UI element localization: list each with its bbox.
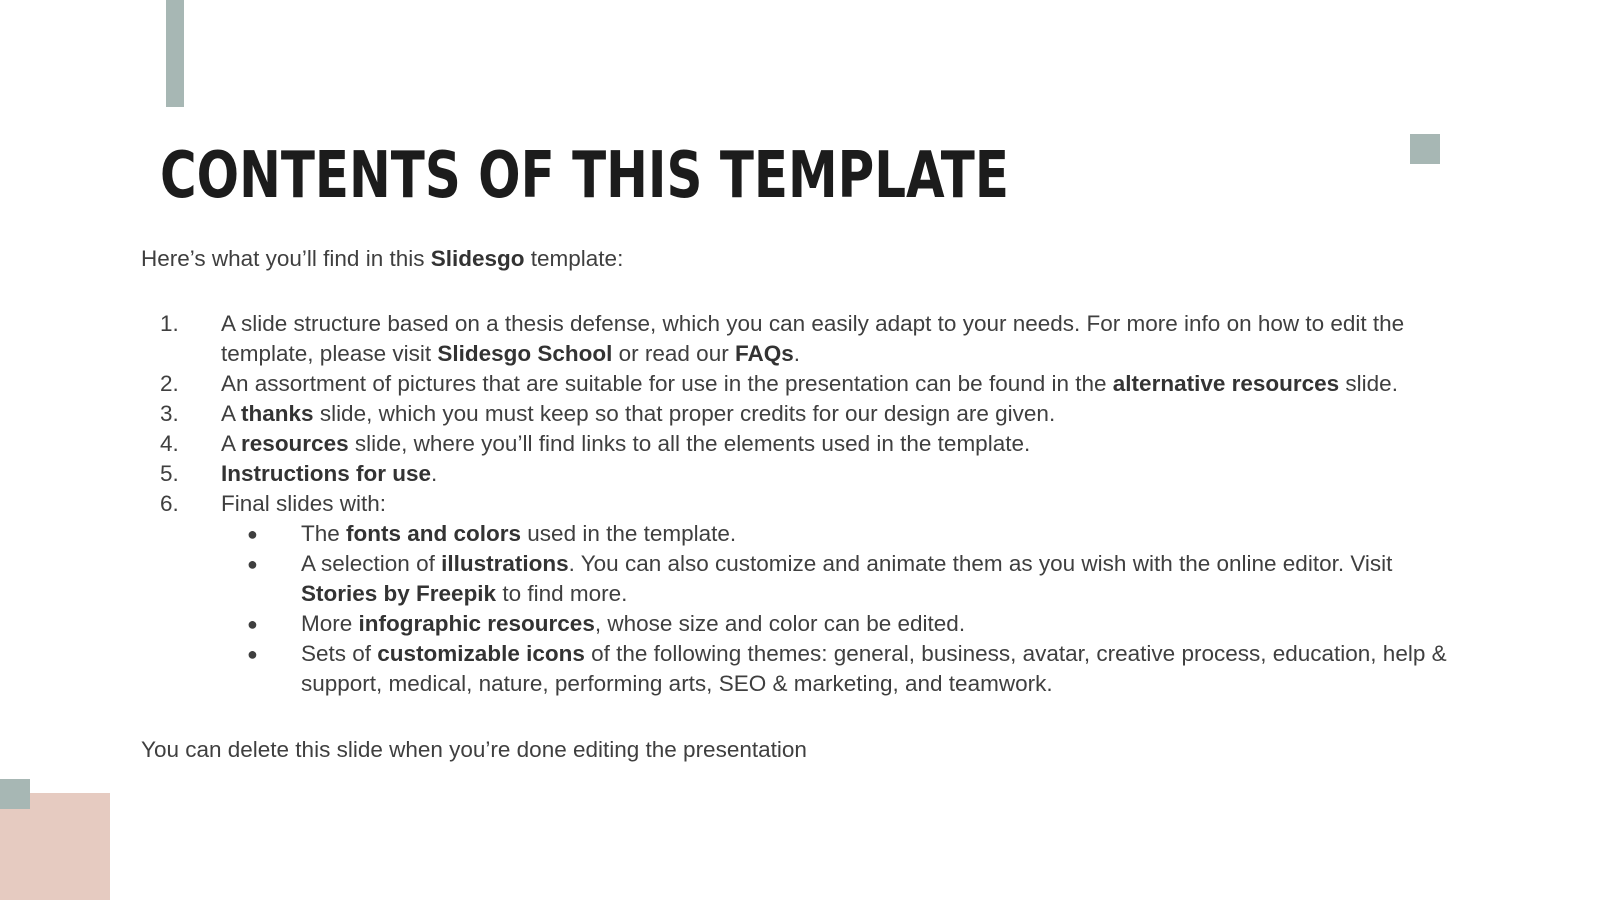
list-number: 6. — [160, 491, 179, 516]
sublist-text: . You can also customize and animate them as you wish with the online editor. Visit — [568, 551, 1393, 576]
sublist-bold-text: fonts and colors — [346, 521, 522, 546]
intro-text-part: Here’s what you’ll find in this — [141, 246, 431, 271]
list-text: An assortment of pictures that are suitable for use in the presentation can be found in the — [221, 371, 1113, 396]
list-number: 1. — [160, 311, 179, 336]
list-bold-text: FAQs — [734, 341, 794, 366]
slide-content — [141, 244, 1471, 765]
sublist-text: used in the template. — [521, 521, 737, 546]
decorative-bottom-square — [0, 779, 30, 809]
list-text: or read our — [612, 341, 735, 366]
list-number: 2. — [160, 371, 179, 396]
sublist-item — [141, 549, 1471, 609]
list-text: slide, which you must keep so that proper credits for our design are given. — [313, 401, 1056, 426]
contents-list — [141, 309, 1471, 519]
list-text: slide, where you’ll find links to all the elements used in the template. — [348, 431, 1031, 456]
sublist-item — [141, 519, 1471, 549]
sublist-text: More — [301, 611, 359, 636]
sublist-item — [141, 609, 1471, 639]
list-bold-text: alternative resources — [1112, 371, 1340, 396]
final-slides-sublist — [141, 519, 1471, 699]
decorative-top-square — [1410, 134, 1440, 164]
list-bold-text: thanks — [241, 401, 314, 426]
sublist-text: Sets of — [301, 641, 378, 666]
list-text: slide. — [1339, 371, 1398, 396]
list-bold-text: Instructions for use — [221, 461, 432, 486]
list-text: A slide structure based on a thesis defense, which you can easily adapt to your needs. For more info on how to edit the template, please visit — [221, 311, 1405, 366]
sublist-bold-text: illustrations — [441, 551, 569, 576]
list-text: Final slides with: — [221, 491, 387, 516]
bullet-icon: ● — [247, 614, 258, 634]
list-number: 3. — [160, 401, 179, 426]
list-number: 4. — [160, 431, 179, 456]
intro-bold-brand: Slidesgo — [430, 246, 525, 271]
list-item — [141, 369, 1471, 399]
list-item — [141, 309, 1471, 369]
sublist-bold-text: Stories by Freepik — [301, 581, 497, 606]
closing-text: You can delete this slide when you’re done editing the presentation — [141, 737, 807, 762]
slide-title: CONTENTS OF THIS TEMPLATE — [160, 139, 1009, 213]
decorative-top-bar — [166, 0, 184, 107]
decorative-bottom-block — [0, 793, 110, 900]
list-item — [141, 429, 1471, 459]
sublist-text: of the following themes: general, business, avatar, creative process, education, help & support, medical, nature, performing arts, SEO & marketing, and teamwork. — [301, 641, 1447, 696]
sublist-bold-text: infographic resources — [358, 611, 595, 636]
intro-text — [141, 244, 1471, 274]
bullet-icon: ● — [247, 554, 258, 574]
sublist-bold-text: customizable icons — [377, 641, 585, 666]
list-text: . — [431, 461, 438, 486]
sublist-text: The — [301, 521, 347, 546]
list-text: A — [221, 401, 242, 426]
list-bold-text: resources — [241, 431, 349, 456]
list-text: . — [793, 341, 801, 366]
list-number: 5. — [160, 461, 179, 486]
sublist-item — [141, 639, 1471, 699]
list-item — [141, 399, 1471, 429]
list-text: A — [221, 431, 242, 456]
list-item — [141, 489, 1471, 519]
sublist-text: A selection of — [301, 551, 442, 576]
intro-text-part: template: — [524, 246, 624, 271]
list-bold-text: Slidesgo School — [437, 341, 613, 366]
list-item — [141, 459, 1471, 489]
sublist-text: to find more. — [496, 581, 628, 606]
sublist-text: , whose size and color can be edited. — [594, 611, 966, 636]
bullet-icon: ● — [247, 644, 258, 664]
bullet-icon: ● — [247, 524, 258, 544]
